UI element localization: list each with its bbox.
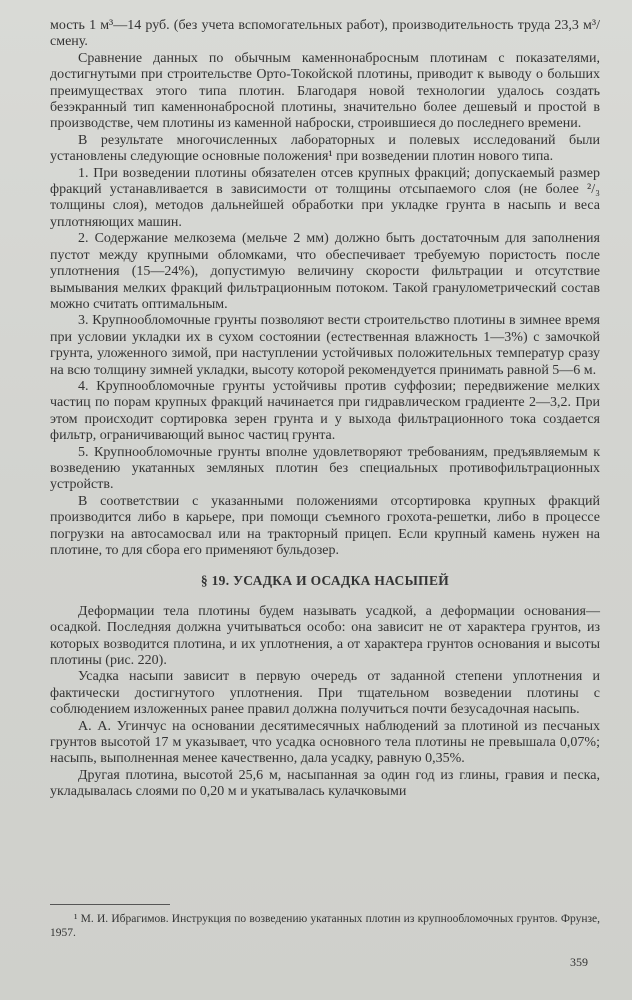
paragraph: 3. Крупнообломочные грунты позволяют вести строительство плотины в зимнее время при условии укладки их в сухом состоянии (естественная влажность 1—3%) с замочкой грунта, уложенного зимой, при наступлении устойчивых положительных температур сразу на всю толщину зимней укладки, высоту которой рекомендуется принимать равной 5—6 м. (50, 313, 600, 378)
paragraph: Деформации тела плотины будем называть усадкой, а деформации основания—осадкой. Последняя должна учитываться особо: она зависит не от характера грунтов, из которых возводится плотина, и их уплотнения, а от характера грунтов основания и высоты плотины (рис. 220). (50, 603, 600, 669)
paragraph: Сравнение данных по обычным каменнонабросным плотинам с показателями, достигнутыми при строительстве Орто-Токойской плотины, приводит к выводу о больших преимуществах этого типа плотин. Благодаря новой технологии удалось создать безэкранный тип каменнонабросной плотины, значительно более дешевый и простой в производстве, чем плотины из каменной наброски, строившиеся до последнего времени. (50, 50, 600, 132)
paragraph: В соответствии с указанными положениями отсортировка крупных фракций производится либо в карьере, при помощи съемного грохота-решетки, либо в процессе погрузки на автосамосвал или на тракторный прицеп. Если крупный камень нужен на плотине, то для сбора его применяют бульдозер. (50, 493, 600, 558)
paragraph: 2. Содержание мелкозема (мельче 2 мм) должно быть достаточным для заполнения пустот между крупными обломками, что обеспечивает требуемую пористость после уплотнения (15—24%), допустимую величину скорости фильтрации и отсутствие вымывания мелких фракций фильтрационным потоком. Такой гранулометрический состав можно считать оптимальным. (50, 231, 600, 312)
paragraph: 5. Крупнообломочные грунты вполне удовлетворяют требованиям, предъявляемым к возведению укатанных земляных плотин без специальных противофильтрационных устройств. (50, 444, 600, 493)
paragraph: 1. При возведении плотины обязателен отсев крупных фракций; допускаемый размер фракций устанавливается в зависимости от толщины отсыпаемого слоя (не более ²/₃ толщины слоя), методов дальнейшей обработки при укладке грунта в насыпь и веса уплотняющих машин. (50, 165, 600, 230)
page-number: 359 (570, 955, 588, 969)
paragraph: мость 1 м³—14 руб. (без учета вспомогательных работ), производительность труда 23,3 м³/смену. (50, 18, 600, 50)
paragraph: 4. Крупнообломочные грунты устойчивы против суффозии; передвижение мелких частиц по порам крупных фракций начинается при гидравлическом градиенте 2—3,2. При этом происходит сортировка зерен грунта и у выхода фильтрационного тока создается фильтр, ограничивающий вынос частиц грунта. (50, 378, 600, 444)
paragraph: Усадка насыпи зависит в первую очередь от заданной степени уплотнения и фактически достигнутого уплотнения. При тщательном возведении плотины с соблюдением изложенных ранее правил должна получиться почти безусадочная насыпь. (50, 669, 600, 718)
paragraph: В результате многочисленных лабораторных и полевых исследований были установлены следующие основные положения¹ при возведении плотин нового типа. (50, 132, 600, 165)
section-heading: § 19. УСАДКА И ОСАДКА НАСЫПЕЙ (200, 573, 450, 589)
main-text (50, 18, 600, 801)
footnote (50, 912, 600, 940)
footnote-divider (50, 904, 170, 905)
paragraph: А. А. Угинчус на основании десятимесячных наблюдений за плотиной из песчаных грунтов высотой 17 м указывает, что усадка основного тела плотины не превышала 0,07%; насыпь, выполненная менее качественно, дала усадку, равную 0,35%. (50, 718, 600, 767)
paragraph: Другая плотина, высотой 25,6 м, насыпанная за один год из глины, гравия и песка, укладывалась слоями по 0,20 м и укатывалась кулачковыми (50, 767, 600, 800)
footnote-text: ¹ М. И. Ибрагимов. Инструкция по возведению укатанных плотин из крупнообломочных грунтов. Фрунзе, 1957. (50, 913, 600, 939)
